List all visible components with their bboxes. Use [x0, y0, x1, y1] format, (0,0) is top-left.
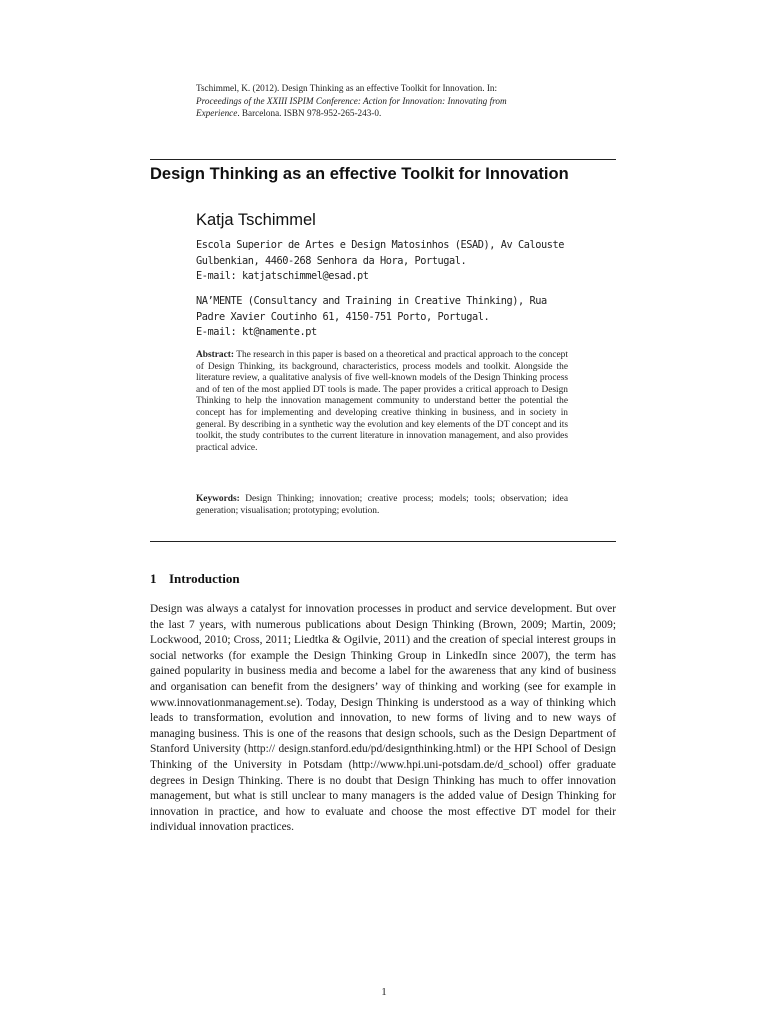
citation-line-2: Proceedings of the XXIII ISPIM Conference: Action for Innovation: Innovating from	[196, 95, 507, 106]
keywords-label: Keywords:	[196, 494, 240, 504]
section-title: Introduction	[169, 571, 240, 586]
citation	[196, 82, 616, 120]
affiliation-line: NA’MENTE (Consultancy and Training in Creative Thinking), Rua	[196, 295, 547, 307]
affiliation-email: E-mail: katjatschimmel@esad.pt	[196, 270, 369, 282]
affiliation-line: Escola Superior de Artes e Design Matosinhos (ESAD), Av Calouste	[196, 239, 564, 251]
affiliation-esad	[196, 238, 616, 285]
section-number: 1	[150, 571, 157, 586]
citation-proceedings-end: Experience	[196, 108, 238, 118]
affiliation-line: Gulbenkian, 4460-268 Senhora da Hora, Portugal.	[196, 254, 467, 267]
introduction-paragraph: Design was always a catalyst for innovation processes in product and service development. But over the last 7 years, with numerous publications about Design Thinking (Brown, 2009; Martin, 2009; Lockwood, 2010; Cross, 2011; Liedtka & Ogilvie, 2011) and the creation of special interest groups in social networks (for example the Design Thinking Group in LinkedIn since 2007), the term has gained popularity in business media and become a label for the awareness that any kind of business and organisation can benefit from the designers’ way of thinking and working (see for example in www.innovationmanagement.se). Today, Design Thinking is understood as a way of thinking which leads to transformation, evolution and innovation, to new forms of living and to new ways of managing business. This is one of the reasons that design schools, such as the Design Department of Stanford University (http:// design.stanford.edu/pd/designthinking.html) or the HPI School of Design Thinking of the University in Potsdam (http://www.hpi.uni-potsdam.de/d_school) offer graduate degrees in Design Thinking. There is no doubt that Design Thinking has much to offer innovation management, but what is still unclear to many managers is the added value of Design Thinking for innovation in practice, and how to evaluate and choose the most effective DT model for their individual innovation practices.	[150, 603, 616, 834]
paper-title: Design Thinking as an effective Toolkit for Innovation	[150, 165, 569, 183]
abstract-label: Abstract:	[196, 350, 235, 360]
affiliation-email: E-mail: kt@namente.pt	[196, 326, 317, 338]
abstract	[196, 350, 568, 454]
keywords	[196, 494, 568, 517]
keywords-text: Design Thinking; innovation; creative process; models; tools; observation; idea generation; visualisation; prototyping; evolution.	[196, 494, 568, 516]
abstract-text: The research in this paper is based on a theoretical and practical approach to the concept of Design Thinking, its background, characteristics, process models and toolkit. Alongside the literature review, a qualitative analysis of five well-known models of the Design Thinking process and of ten of the most applied DT tools is made. The paper provides a critical approach to Design Thinking to help the innovation management community to understand better the potential the concept has for implementing and developing creative thinking in business, and in society in general. By describing in a synthetic way the evolution and key elements of the DT concept and its toolkit, the study contributes to the current literature in innovation management, and also provides practical advice.	[196, 350, 568, 453]
page-number: 1	[381, 986, 387, 998]
section-heading	[150, 571, 240, 587]
title-top-rule	[150, 159, 616, 160]
citation-line-1: Tschimmel, K. (2012). Design Thinking as an effective Toolkit for Innovation. In:	[196, 83, 498, 93]
affiliation-namente	[196, 294, 616, 341]
author-name: Katja Tschimmel	[196, 211, 316, 229]
affiliation-line: Padre Xavier Coutinho 61, 4150-751 Porto, Portugal.	[196, 310, 490, 323]
abstract-bottom-rule	[150, 541, 616, 542]
citation-publication-info: . Barcelona. ISBN 978-952-265-243-0.	[237, 108, 382, 118]
